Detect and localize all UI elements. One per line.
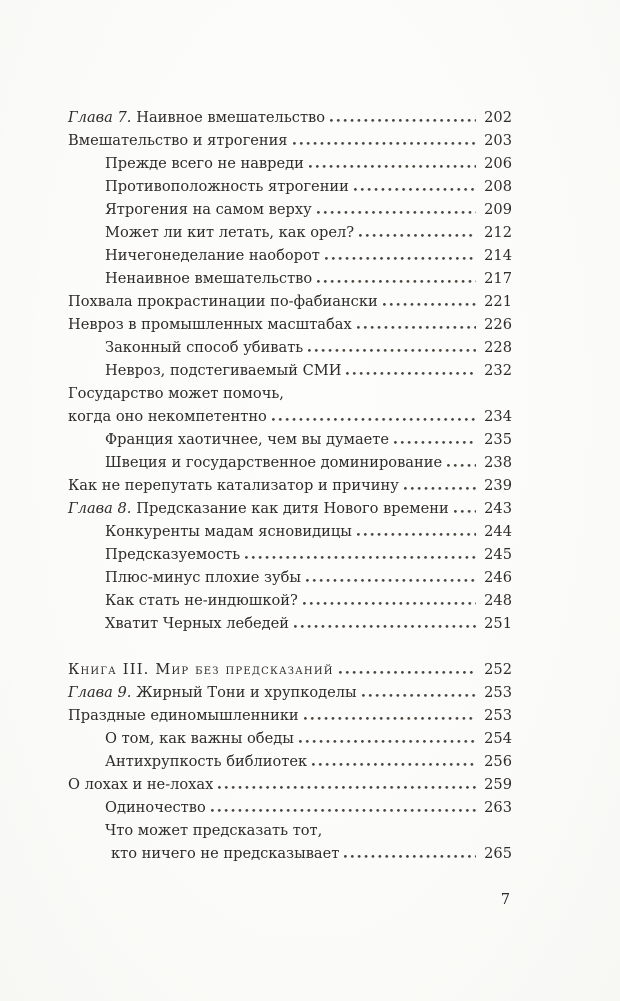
toc-entry [68,451,512,474]
entry-page-number: 208 [484,178,512,195]
entry-page-number: 217 [484,270,512,287]
dot-leader [306,579,476,582]
toc-entry [68,543,512,566]
dot-leader [346,372,476,375]
toc-entry [68,589,512,612]
entry-page-number: 209 [484,201,512,218]
entry-title: Одиночество [105,799,206,816]
entry-title: Невроз, подстегиваемый СМИ [105,362,342,379]
entry-page-number: 206 [484,155,512,172]
dot-leader [383,303,476,306]
entry-page-number: 221 [484,293,512,310]
toc-entry [68,382,512,405]
toc-entry [68,152,512,175]
entry-title: кто ничего не предсказывает [111,845,340,862]
entry-title: Вмешательство и ятрогения [68,132,288,149]
entry-title: О лохах и не-лохах [68,776,214,793]
entry-page-number: 265 [484,845,512,862]
entry-page-number: 263 [484,799,512,816]
toc-entry [68,359,512,382]
page-number-folio: 7 [500,891,510,908]
toc-entry [68,221,512,244]
entry-title: Плюс-минус плохие зубы [105,569,301,586]
dot-leader [245,556,476,559]
entry-title: Невроз в промышленных масштабах [68,316,352,333]
entry-page-number: 239 [484,477,512,494]
toc-entry [68,106,512,129]
entry-page-number: 252 [484,661,512,678]
toc-entry [68,497,512,520]
dot-leader [394,441,476,444]
toc-entry [68,681,512,704]
toc-entry [68,796,512,819]
toc-entry [68,819,512,842]
chapter-label: Глава 8. [68,500,132,517]
entry-title: Праздные единомышленники [68,707,299,724]
dot-leader [309,165,476,168]
entry-title: Что может предсказать тот, [105,822,323,839]
toc-entry [68,566,512,589]
dot-leader [404,487,476,490]
dot-leader [218,786,476,789]
toc-entry [68,405,512,428]
entry-page-number: 256 [484,753,512,770]
entry-page-number: 253 [484,707,512,724]
entry-title: Конкуренты мадам ясновидицы [105,523,352,540]
entry-page-number: 202 [484,109,512,126]
entry-title: Как не перепутать катализатор и причину [68,477,399,494]
entry-title: Франция хаотичнее, чем вы думаете [105,431,390,448]
dot-leader [308,349,476,352]
chapter-label: Глава 9. [68,684,132,701]
dot-leader [339,671,476,674]
chapter-label: Глава 7. [68,109,132,126]
entry-page-number: 228 [484,339,512,356]
toc-list [68,106,512,865]
entry-page-number: 251 [484,615,512,632]
toc-entry [68,267,512,290]
dot-leader [362,694,476,697]
toc-entry [68,428,512,451]
dot-leader [325,257,476,260]
dot-leader [272,418,476,421]
entry-page-number: 226 [484,316,512,333]
entry-title: Похвала прокрастинации по-фабиански [68,293,378,310]
entry-page-number: 212 [484,224,512,241]
dot-leader [359,234,476,237]
entry-title: Как стать не-индюшкой? [105,592,298,609]
toc-entry [68,612,512,635]
dot-leader [304,717,476,720]
toc-entry [68,727,512,750]
entry-page-number: 232 [484,362,512,379]
entry-page-number: 259 [484,776,512,793]
entry-title: О том, как важны обеды [105,730,294,747]
dot-leader [454,510,476,513]
entry-page-number: 246 [484,569,512,586]
entry-page-number: 234 [484,408,512,425]
entry-title: Ничегонеделание наоборот [105,247,320,264]
entry-title: Предсказание как дитя Нового времени [136,500,449,517]
dot-leader [317,211,476,214]
entry-page-number: 238 [484,454,512,471]
dot-leader [357,326,476,329]
entry-title: Законный способ убивать [105,339,304,356]
dot-leader [344,855,476,858]
entry-title: Швеция и государственное доминирование [105,454,443,471]
entry-title: Ненаивное вмешательство [105,270,313,287]
entry-title: Антихрупкость библиотек [105,753,308,770]
entry-title: Жирный Тони и хрупкоделы [136,684,357,701]
toc-entry [68,336,512,359]
toc-entry [68,773,512,796]
entry-page-number: 245 [484,546,512,563]
toc-entry [68,175,512,198]
entry-page-number: 214 [484,247,512,264]
toc-entry [68,129,512,152]
dot-leader [312,763,476,766]
dot-leader [211,809,476,812]
entry-title: Хватит Черных лебедей [105,615,289,632]
entry-title: Книга III. Мир без предсказаний [68,661,334,678]
dot-leader [330,119,476,122]
entry-title: когда оно некомпетентно [68,408,267,425]
entry-title: Наивное вмешательство [136,109,326,126]
toc-entry [68,290,512,313]
entry-page-number: 254 [484,730,512,747]
dot-leader [357,533,476,536]
dot-leader [303,602,476,605]
dot-leader [354,188,476,191]
entry-page-number: 235 [484,431,512,448]
entry-page-number: 203 [484,132,512,149]
entry-title: Ятрогения на самом верху [105,201,312,218]
entry-title: Может ли кит летать, как орел? [105,224,355,241]
dot-leader [293,142,476,145]
toc-entry [68,750,512,773]
toc-page [68,106,512,911]
toc-entry [68,520,512,543]
toc-entry [68,244,512,267]
entry-page-number: 248 [484,592,512,609]
entry-page-number: 243 [484,500,512,517]
toc-entry [68,842,512,865]
entry-page-number: 253 [484,684,512,701]
entry-title: Противоположность ятрогении [105,178,349,195]
entry-page-number: 244 [484,523,512,540]
toc-entry [68,704,512,727]
dot-leader [294,625,476,628]
entry-title: Предсказуемость [105,546,241,563]
dot-leader [299,740,476,743]
dot-leader [317,280,476,283]
toc-entry [68,313,512,336]
toc-entry [68,198,512,221]
toc-entry [68,474,512,497]
toc-entry [68,658,512,681]
entry-title: Государство может помочь, [68,385,284,402]
dot-leader [447,464,476,467]
entry-title: Прежде всего не навреди [105,155,304,172]
